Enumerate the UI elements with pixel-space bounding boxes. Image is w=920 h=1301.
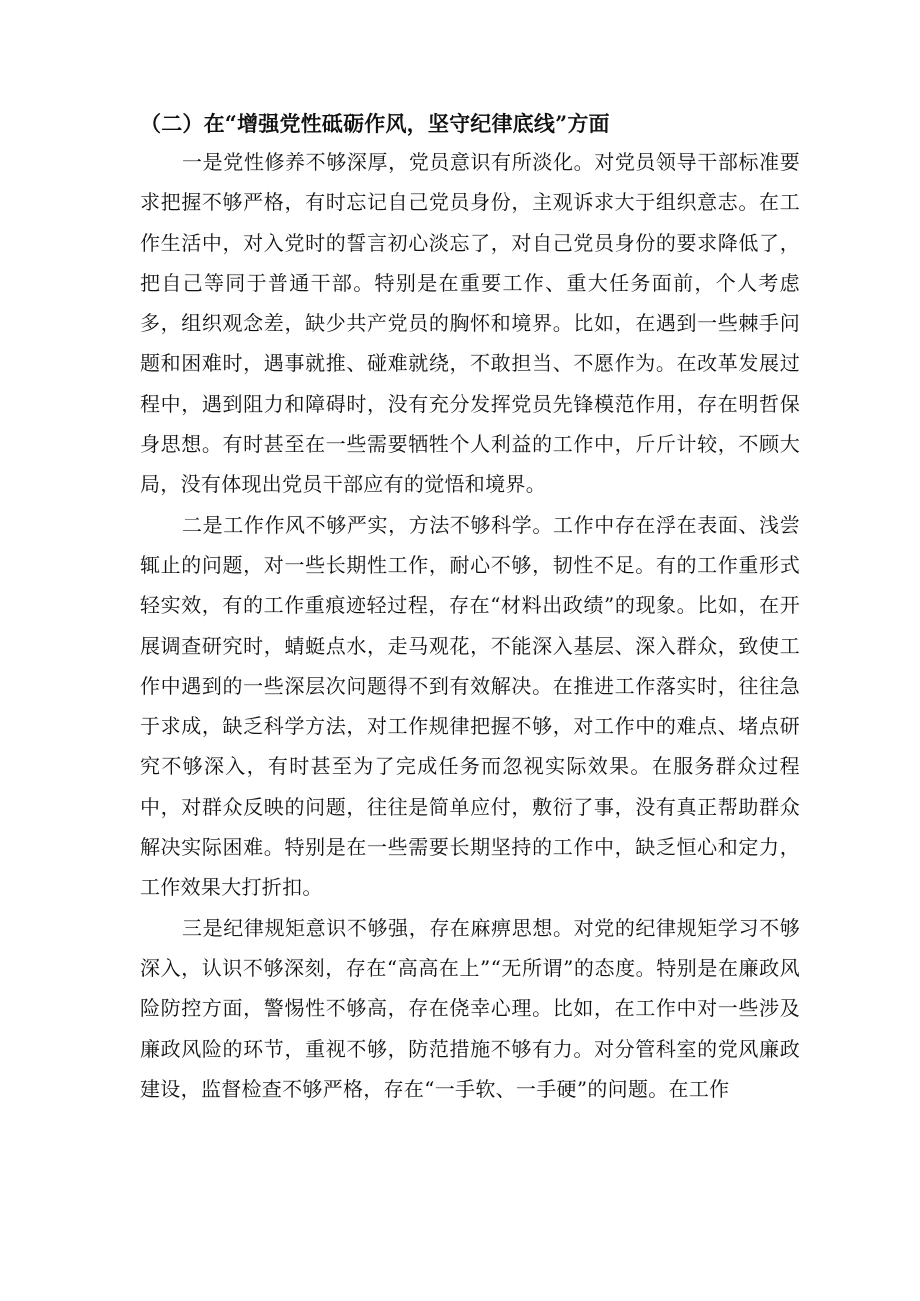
document-body [140, 142, 800, 1109]
paragraph-discipline: 三是纪律规矩意识不够强，存在麻痹思想。对党的纪律规矩学习不够深入，认识不够深刻，存在“高高在上”“无所谓”的态度。特别是在廉政风险防控方面，警惕性不够高，存在侥幸心理。比如，在工作中对一些涉及廉政风险的环节，重视不够，防范措施不够有力。对分管科室的党风廉政建设，监督检查不够严格，存在“一手软、一手硬”的问题。在工作 [140, 915, 800, 1101]
paragraph-work-style: 二是工作作风不够严实，方法不够科学。工作中存在浮在表面、浅尝辄止的问题，对一些长期性工作，耐心不够，韧性不足。有的工作重形式轻实效，有的工作重痕迹轻过程，存在“材料出政绩”的现象。比如，在开展调查研究时，蜻蜓点水，走马观花，不能深入基层、深入群众，致使工作中遇到的一些深层次问题得不到有效解决。在推进工作落实时，往往急于求成，缺乏科学方法，对工作规律把握不够，对工作中的难点、堵点研究不够深入，有时甚至为了完成任务而忽视实际效果。在服务群众过程中，对群众反映的问题，往往是简单应付，敷衍了事，没有真正帮助群众解决实际困难。特别是在一些需要长期坚持的工作中，缺乏恒心和定力，工作效果大打折扣。 [140, 512, 800, 900]
paragraph-party-spirit: 一是党性修养不够深厚，党员意识有所淡化。对党员领导干部标准要求把握不够严格，有时忘记自己党员身份，主观诉求大于组织意志。在工作生活中，对入党时的誓言初心淡忘了，对自己党员身份的要求降低了，把自己等同于普通干部。特别是在重要工作、重大任务面前，个人考虑多，组织观念差，缺少共产党员的胸怀和境界。比如，在遇到一些棘手问题和困难时，遇事就推、碰难就绕，不敢担当、不愿作为。在改革发展过程中，遇到阻力和障碍时，没有充分发挥党员先锋模范作用，存在明哲保身思想。有时甚至在一些需要牺牲个人利益的工作中，斤斤计较，不顾大局，没有体现出党员干部应有的觉悟和境界。 [140, 150, 800, 497]
section-heading: （二）在“增强党性砥砺作风，坚守纪律底线”方面 [140, 111, 610, 136]
